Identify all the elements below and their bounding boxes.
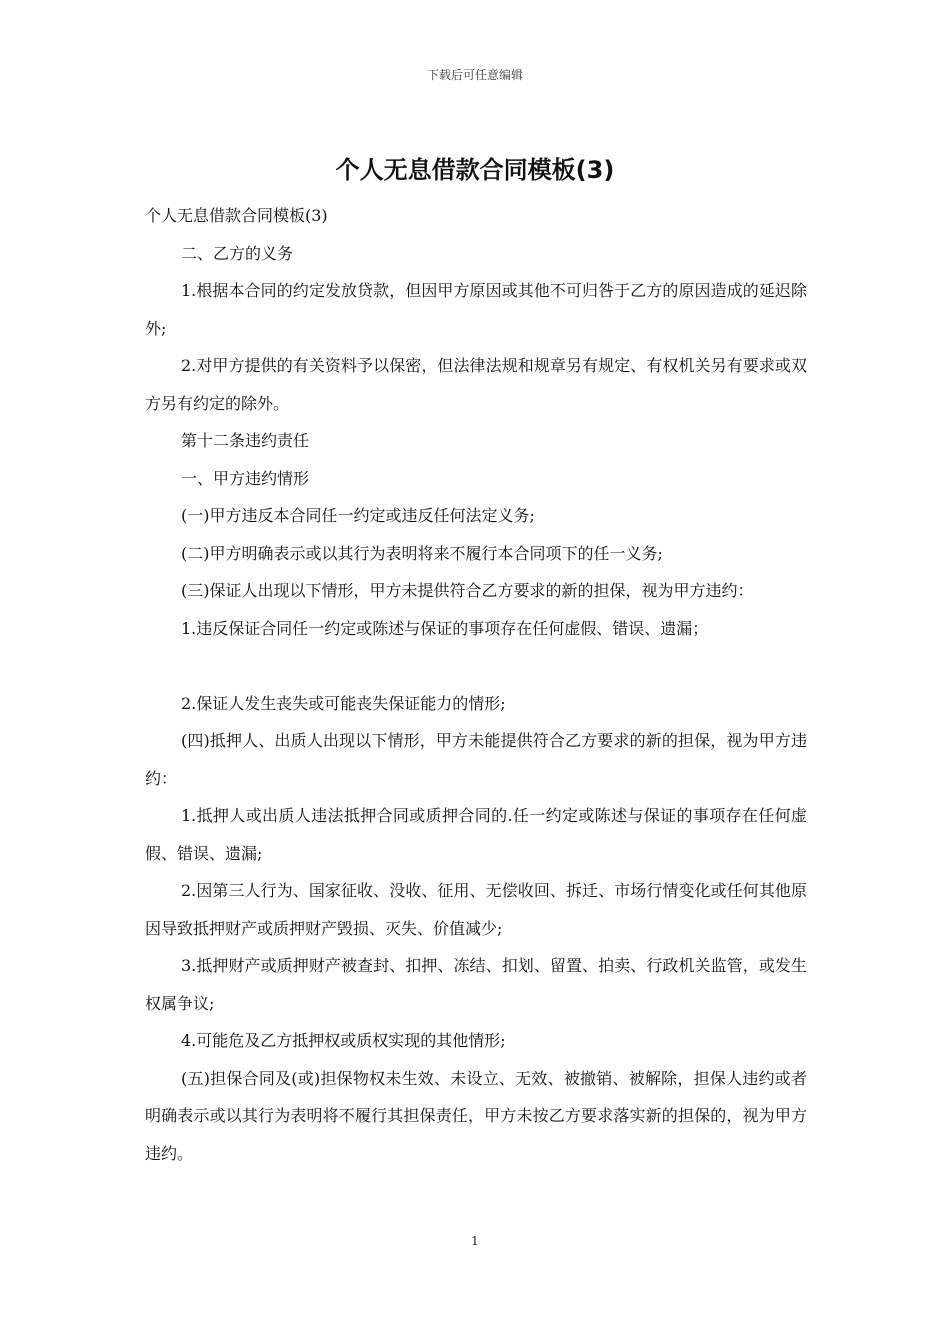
paragraph-section-heading: 二、乙方的义务 xyxy=(181,243,294,263)
paragraph: 1.违反保证合同任一约定或陈述与保证的事项存在任何虚假、错误、遗漏； xyxy=(181,618,709,638)
paragraph: 1.根据本合同的约定发放贷款，但因甲方原因或其他不可归咎于乙方的原因造成的延迟除外; xyxy=(145,281,807,338)
page-number: 1 xyxy=(471,1234,479,1248)
paragraph-subtitle: 个人无息借款合同模板(3) xyxy=(145,206,328,225)
paragraph: 2.保证人发生丧失或可能丧失保证能力的情形; xyxy=(181,693,506,713)
paragraph: (五)担保合同及(或)担保物权未生效、未设立、无效、被撤销、被解除，担保人违约或者明确表示或以其行为表明将不履行其担保责任，甲方未按乙方要求落实新的担保的，视为甲方违约。 xyxy=(145,1068,807,1163)
paragraph: (四)抵押人、出质人出现以下情形，甲方未能提供符合乙方要求的新的担保，视为甲方违约： xyxy=(145,731,807,788)
page-header: 下载后可任意编辑 xyxy=(426,68,523,82)
paragraph: (一)甲方违反本合同任一约定或违反任何法定义务; xyxy=(181,506,535,525)
paragraph: (三)保证人出现以下情形，甲方未提供符合乙方要求的新的担保，视为甲方违约： xyxy=(181,581,754,600)
paragraph: 4.可能危及乙方抵押权或质权实现的其他情形; xyxy=(181,1031,506,1050)
paragraph-section-heading: 一、甲方违约情形 xyxy=(181,468,310,488)
paragraph: 2.对甲方提供的有关资料予以保密，但法律法规和规章另有规定、有权机关另有要求或双方另有约定的除外。 xyxy=(145,356,807,413)
document-title: 个人无息借款合同模板(3) xyxy=(335,156,615,184)
paragraph: 2.因第三人行为、国家征收、没收、征用、无偿收回、拆迁、市场行情变化或任何其他原因导致抵押财产或质押财产毁损、灭失、价值减少; xyxy=(145,881,807,938)
paragraph: 3.抵押财产或质押财产被查封、扣押、冻结、扣划、留置、拍卖、行政机关监管，或发生权属争议; xyxy=(145,956,807,1013)
paragraph: 1.抵押人或出质人违法抵押合同或质押合同的.任一约定或陈述与保证的事项存在任何虚假、错误、遗漏; xyxy=(145,806,807,863)
document-body xyxy=(145,197,807,1172)
paragraph-article-heading: 第十二条违约责任 xyxy=(181,431,310,450)
paragraph: (二)甲方明确表示或以其行为表明将来不履行本合同项下的任一义务; xyxy=(181,543,663,563)
